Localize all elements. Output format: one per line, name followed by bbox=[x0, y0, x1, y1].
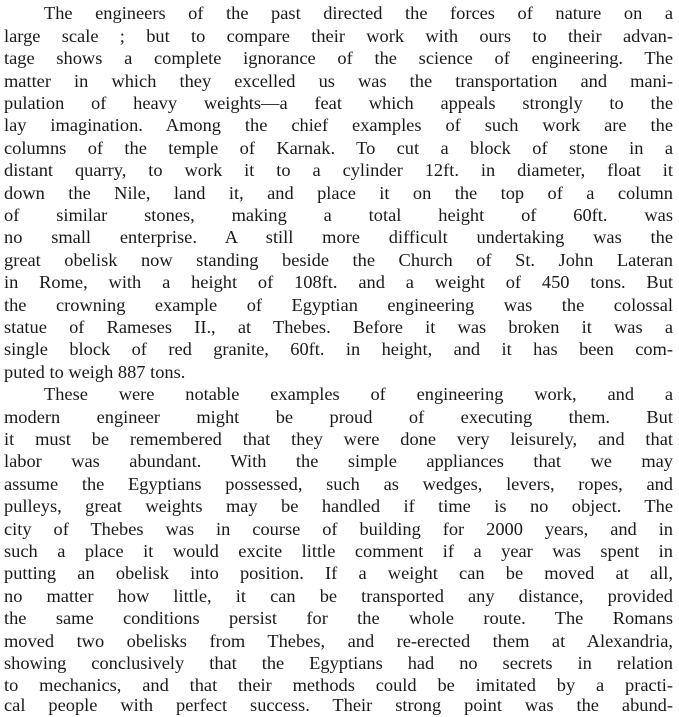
paragraph-1-line: puted to weigh 887 tons. bbox=[4, 362, 186, 382]
paragraph-1-line: The engineers of the past directed the forces of nature on a bbox=[44, 3, 673, 23]
paragraph-2-line: no matter how little, it can be transported any distance, provided bbox=[4, 586, 673, 606]
paragraph-1-line: down the Nile, land it, and place it on the top of a column bbox=[4, 183, 673, 203]
paragraph-2-line: assume the Egyptians possessed, such as wedges, levers, ropes, and bbox=[4, 474, 673, 494]
paragraph-2-line: to mechanics, and that their methods could be imitated by a practi- bbox=[4, 675, 673, 695]
paragraph-2-line: such a place it would excite little comment if a year was spent in bbox=[4, 541, 673, 561]
paragraph-1-line: single block of red granite, 60ft. in height, and it has been com- bbox=[4, 339, 673, 359]
paragraph-2-line: cal people with perfect success. Their strong point was the abund- bbox=[4, 695, 673, 715]
paragraph-1-line: matter in which they excelled us was the transportation and mani- bbox=[4, 71, 673, 91]
paragraph-2-line: putting an obelisk into position. If a weight can be moved at all, bbox=[4, 563, 673, 583]
paragraph-2-line: pulleys, great weights may be handled if time is no object. The bbox=[4, 496, 673, 516]
paragraph-1-line: in Rome, with a height of 108ft. and a weight of 450 tons. But bbox=[4, 272, 673, 292]
paragraph-1-line: tage shows a complete ignorance of the science of engineering. The bbox=[4, 48, 673, 68]
paragraph-1-line: lay imagination. Among the chief examples of such work are the bbox=[4, 115, 673, 135]
paragraph-1-line: the crowning example of Egyptian engineering was the colossal bbox=[4, 295, 673, 315]
paragraph-2-line: modern engineer might be proud of executing them. But bbox=[4, 407, 673, 427]
paragraph-2-line: labor was abundant. With the simple appliances that we may bbox=[4, 451, 673, 471]
paragraph-1-line: pulation of heavy weights—a feat which appeals strongly to the bbox=[4, 93, 673, 113]
paragraph-1-line: great obelisk now standing beside the Church of St. John Lateran bbox=[4, 250, 673, 270]
paragraph-2-line: moved two obelisks from Thebes, and re-erected them at Alexandria, bbox=[4, 631, 673, 651]
paragraph-1-line: large scale ; but to compare their work with ours to their advan- bbox=[4, 26, 673, 46]
paragraph-1-line: of similar stones, making a total height of 60ft. was bbox=[4, 205, 673, 225]
paragraph-1-line: columns of the temple of Karnak. To cut a block of stone in a bbox=[4, 138, 673, 158]
paragraph-1-line: distant quarry, to work it to a cylinder 12ft. in diameter, float it bbox=[4, 160, 673, 180]
paragraph-2-line: it must be remembered that they were done very leisurely, and that bbox=[4, 429, 673, 449]
paragraph-2-line: city of Thebes was in course of building for 2000 years, and in bbox=[4, 519, 673, 539]
paragraph-2-line: the same conditions persist for the whole route. The Romans bbox=[4, 608, 673, 628]
paragraph-2-line: showing conclusively that the Egyptians had no secrets in relation bbox=[4, 653, 673, 673]
paragraph-1-line: no small enterprise. A still more difficult undertaking was the bbox=[4, 227, 673, 247]
paragraph-1-line: statue of Rameses II., at Thebes. Before it was broken it was a bbox=[4, 317, 673, 337]
paragraph-2-line: These were notable examples of engineering work, and a bbox=[44, 384, 673, 404]
